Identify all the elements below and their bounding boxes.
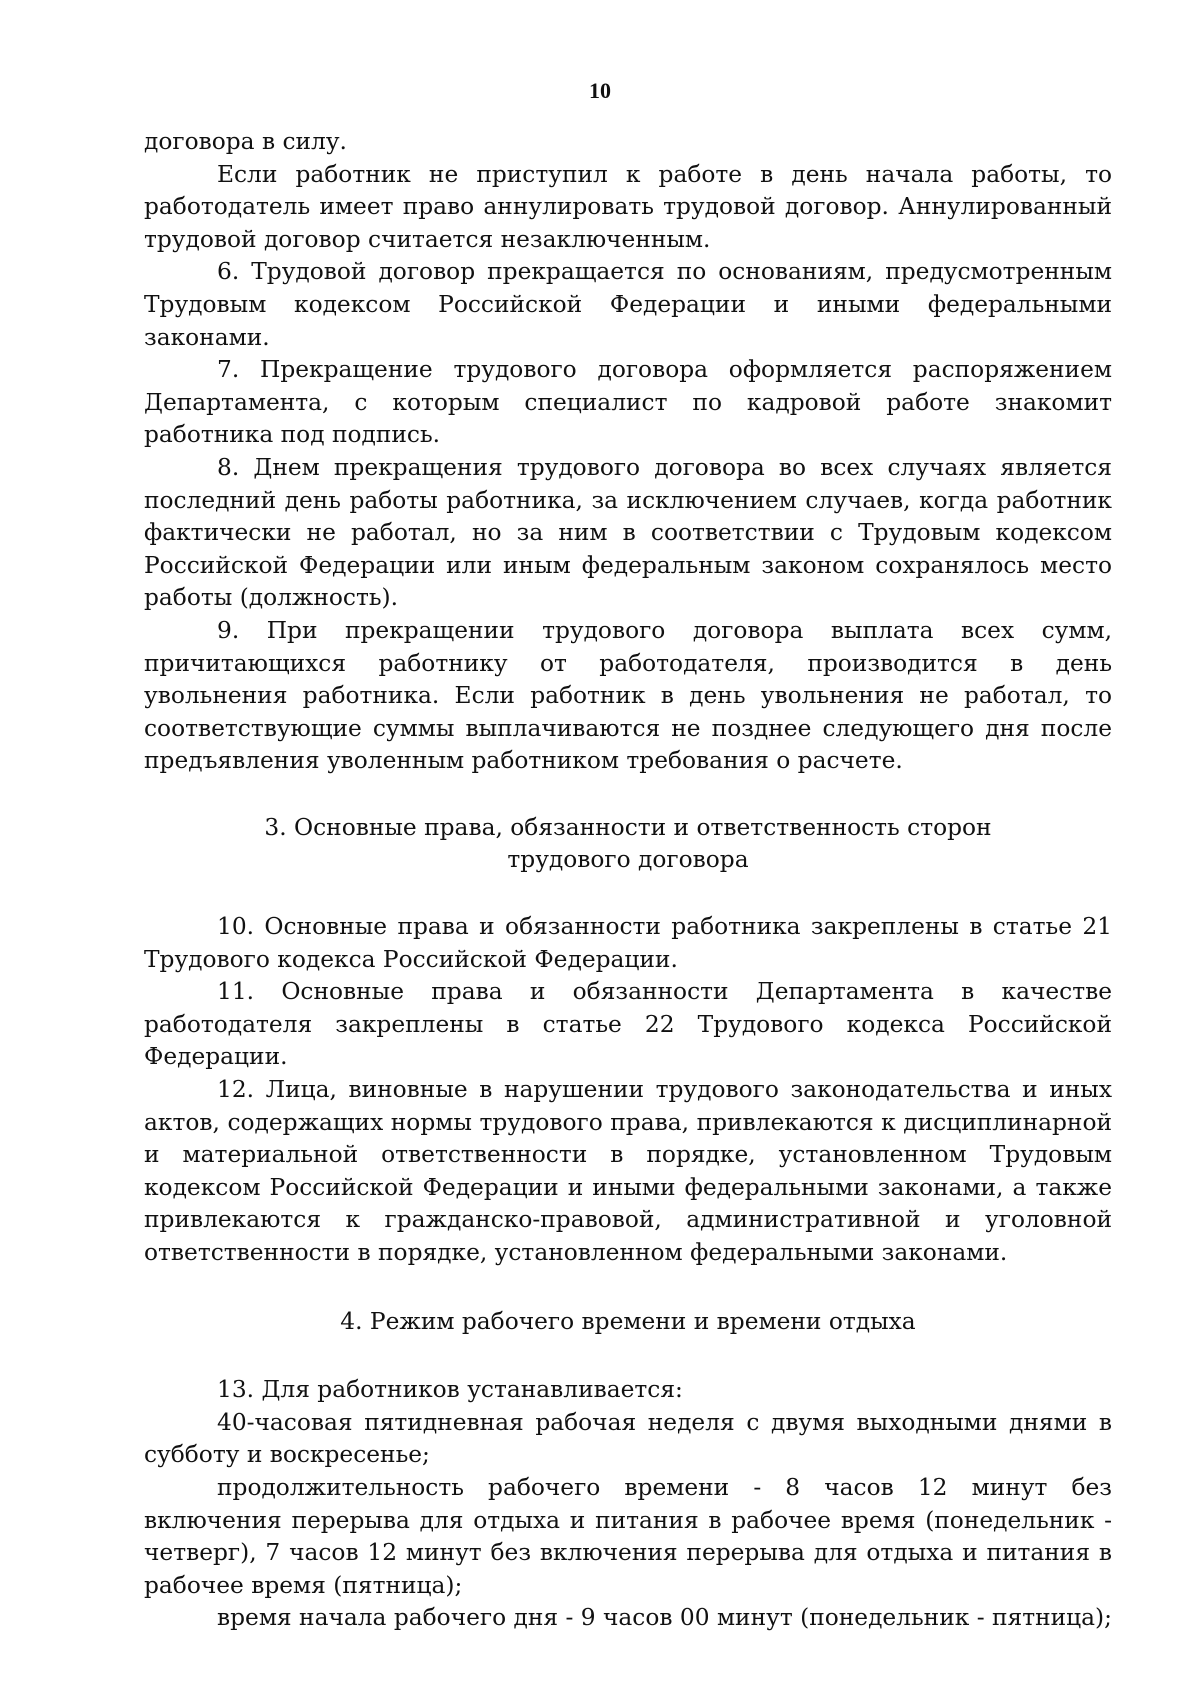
paragraph-9: 9. При прекращении трудового договора выплата всех сумм, причитающихся работнику от работодателя, производится в день увольнения работника. Если работник в день увольнения не работал, то соответствующие суммы выплачиваются не позднее следующего дня после предъявления уволенным работником требования о расчете.	[144, 616, 1112, 775]
section-3-title-line2: трудового договора	[507, 846, 749, 874]
paragraph-start-time: время начала рабочего дня - 9 часов 00 минут (понедельник - пятница);	[217, 1604, 1112, 1632]
paragraph-8: 8. Днем прекращения трудового договора во всех случаях является последний день работы работника, за исключением случаев, когда работник фактически не работал, но за ним в соответствии с Трудовым кодексом Российской Федерации или иным федеральным законом сохранялось место работы (должность).	[144, 453, 1112, 612]
section-4-heading: 4. Режим рабочего времени и времени отдыха	[340, 1307, 916, 1335]
paragraph-7: 7. Прекращение трудового договора оформляется распоряжением Департамента, с которым специалист по кадровой работе знакомит работника под подпись.	[144, 356, 1112, 449]
paragraph-no-show: Если работник не приступил к работе в день начала работы, то работодатель имеет право аннулировать трудовой договор. Аннулированный трудовой договор считается незаключенным.	[144, 160, 1112, 253]
document-body	[144, 126, 1112, 1635]
paragraph-work-week: 40-часовая пятидневная рабочая неделя с двумя выходными днями в субботу и воскресенье;	[144, 1408, 1112, 1469]
paragraph-11: 11. Основные права и обязанности Департамента в качестве работодателя закреплены в статье 22 Трудового кодекса Российской Федерации.	[144, 978, 1112, 1071]
paragraph-10: 10. Основные права и обязанности работника закреплены в статье 21 Трудового кодекса Российской Федерации.	[144, 913, 1112, 973]
paragraph-continuation: договора в силу.	[144, 128, 347, 155]
page-number: 10	[589, 78, 611, 103]
section-3-title-line1: 3. Основные права, обязанности и ответственность сторон	[264, 813, 992, 841]
paragraph-6: 6. Трудовой договор прекращается по основаниям, предусмотренным Трудовым кодексом Российской Федерации и иными федеральными законами.	[144, 258, 1112, 351]
paragraph-12: 12. Лица, виновные в нарушении трудового законодательства и иных актов, содержащих нормы трудового права, привлекаются к дисциплинарной и материальной ответственности в порядке, установленном Трудовым кодексом Российской Федерации и иными федеральными законами, а также привлекаются к гражданско-правовой, административной и уголовной ответственности в порядке, установленном федеральными законами.	[144, 1076, 1112, 1266]
section-3-heading	[144, 812, 1112, 877]
paragraph-13: 13. Для работников устанавливается:	[217, 1376, 683, 1404]
paragraph-work-duration: продолжительность рабочего времени - 8 часов 12 минут без включения перерыва для отдыха и питания в рабочее время (понедельник - четверг), 7 часов 12 минут без включения перерыва для отдыха и питания в рабочее время (пятница);	[144, 1473, 1112, 1599]
